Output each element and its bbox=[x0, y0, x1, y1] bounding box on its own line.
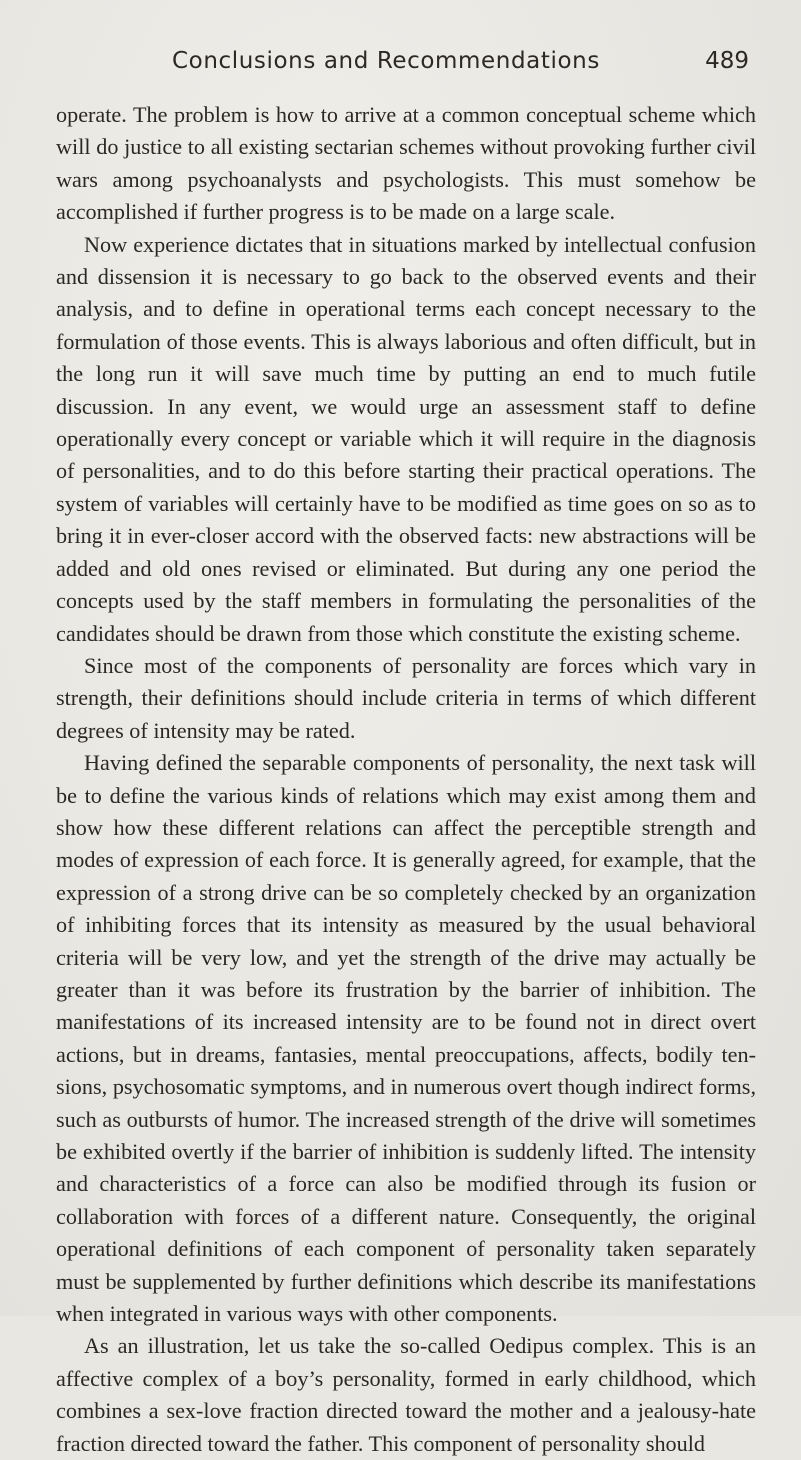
page-number: 489 bbox=[705, 48, 749, 74]
body-text bbox=[56, 99, 756, 1460]
paragraph: As an illustration, let us take the so-called Oedipus complex. This is an affective complex of a boy’s personality, formed in early childhood, which combines a sex-love fraction directed toward the mother and a jealousy-hate fraction directed toward the father. This component of personality should bbox=[56, 1333, 756, 1456]
running-title: Conclusions and Recommendations bbox=[172, 48, 600, 74]
page-header bbox=[54, 48, 754, 88]
paragraph: Now experience dictates that in situations marked by intellectual confusion and dissension it is necessary to go back to the observed events and their analysis, and to define in operational terms each concept necessary to the formulation of those events. This is always laborious and often difficult, but in the long run it will save much time by putting an end to much futile discussion. In any event, we would urge an assessment staff to define operationally every concept or variable which it will require in the diagnosis of personalities, and to do this before starting their practical operations. The system of variables will certainly have to be modified as time goes on so as to bring it in ever-closer accord with the observed facts: new abstractions will be added and old ones revised or eliminated. But during any one period the concepts used by the staff members in formulating the personalities of the candidates should be drawn from those which constitute the existing scheme. bbox=[56, 231, 756, 646]
paragraph: Since most of the components of personality are forces which vary in strength, their definitions should include criteria in terms of which different degrees of intensity may be rated. bbox=[56, 652, 756, 743]
paragraph: Having defined the separable components of personality, the next task will be to define the various kinds of relations which may exist among them and show how these different relations can affect the perceptible strength and modes of expression of each force. It is generally agreed, for example, that the expression of a strong drive can be so completely checked by an organization of inhibiting forces that its intensity as measured by the usual behavioral criteria will be very low, and yet the strength of the drive may actually be greater than it was before its frustration by the barrier of inhibition. The manifestations of its increased intensity are to be found not in direct overt actions, but in dreams, fantasies, mental preoccupations, affects, bodily tensions, psychosomatic symptoms, and in numerous overt though indirect forms, such as outbursts of humor. The increased strength of the drive will sometimes be exhibited overtly if the barrier of inhibition is suddenly lifted. The intensity and characteristics of a force can also be modified through its fusion or collaboration with forces of a different nature. Consequently, the original operational definitions of each component of personality taken separately must be supplemented by further definitions which describe its manifestations when integrated in various ways with other components. bbox=[56, 750, 756, 1327]
paragraph: operate. The problem is how to arrive at a common conceptual scheme which will do justice to all existing sectarian schemes without provoking further civil wars among psychoanalysts and psychologists. This must somehow be accomplished if further progress is to be made on a large scale. bbox=[56, 102, 756, 225]
